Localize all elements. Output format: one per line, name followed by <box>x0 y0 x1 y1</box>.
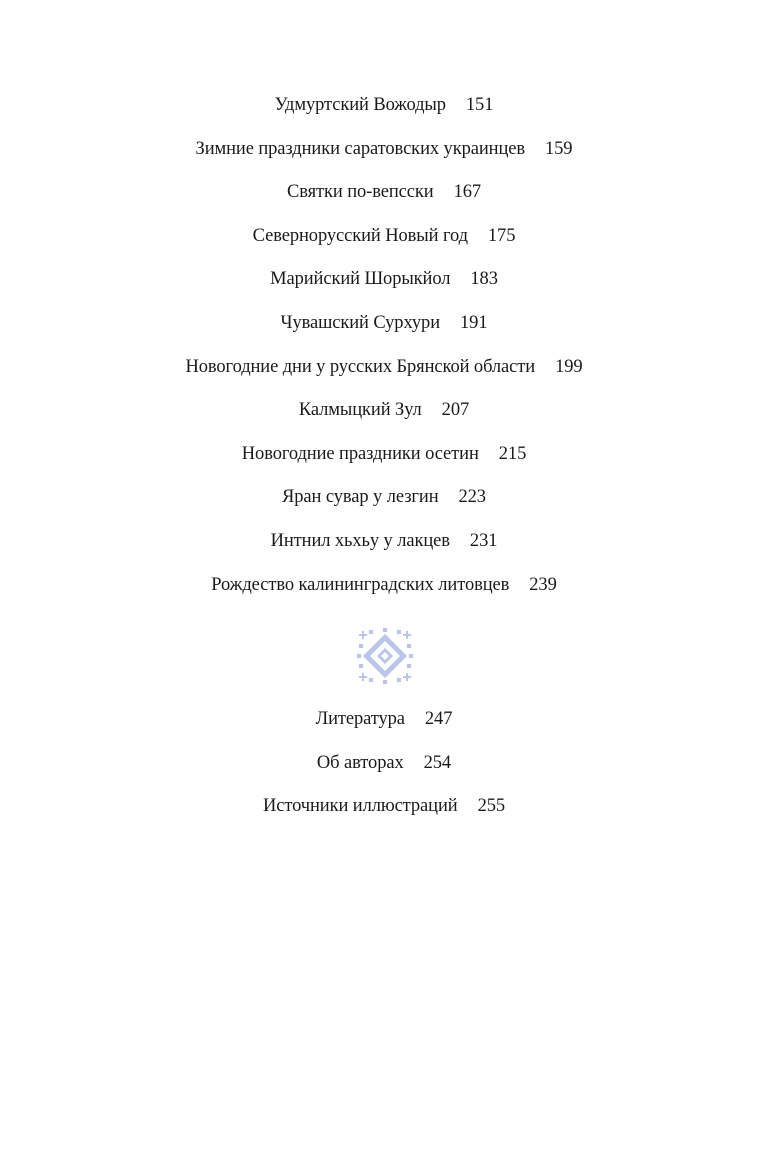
toc-entry-page: 215 <box>498 443 527 464</box>
toc-entry-title: Чувашский Сурхури <box>280 312 441 333</box>
toc-entry-page: 255 <box>477 796 506 817</box>
back-matter-contents <box>0 704 768 835</box>
toc-entry[interactable] <box>0 90 768 134</box>
toc-entry-title: Об авторах <box>316 752 404 773</box>
toc-entry[interactable] <box>0 570 768 614</box>
toc-entry[interactable] <box>0 482 768 526</box>
toc-entry[interactable] <box>0 352 768 396</box>
toc-entry-page: 223 <box>458 487 486 508</box>
toc-entry[interactable] <box>0 439 768 483</box>
toc-entry-title: Интнил хьхьу у лакцев <box>270 530 450 551</box>
toc-entry-title: Рождество калининградских литовцев <box>211 574 510 595</box>
toc-entry-page: 191 <box>460 312 488 333</box>
toc-entry-title: Новогодние праздники осетин <box>241 443 479 464</box>
toc-entry-title: Литература <box>315 709 405 729</box>
toc-entry-page: 199 <box>555 356 583 377</box>
toc-entry-page: 183 <box>470 269 498 290</box>
toc-entry-page: 247 <box>424 709 453 729</box>
toc-entry-page: 175 <box>487 225 516 246</box>
toc-entry[interactable] <box>0 395 768 439</box>
snowflake-ornament-icon <box>357 628 413 684</box>
toc-entry[interactable] <box>0 526 768 570</box>
toc-entry[interactable] <box>0 308 768 352</box>
toc-entry-page: 159 <box>545 138 573 159</box>
toc-entry[interactable] <box>0 704 768 748</box>
toc-entry-page: 239 <box>529 574 557 595</box>
toc-entry[interactable] <box>0 177 768 221</box>
toc-entry-title: Удмуртский Вожодыр <box>274 95 446 115</box>
toc-entry-page: 254 <box>423 752 452 773</box>
toc-entry-page: 151 <box>465 95 494 115</box>
toc-entry-page: 167 <box>453 182 482 203</box>
toc-entry-page: 231 <box>469 530 498 551</box>
toc-entry-page: 207 <box>441 400 470 421</box>
toc-entry[interactable] <box>0 134 768 178</box>
toc-entry-title: Севернорусский Новый год <box>252 225 468 246</box>
toc-entry-title: Новогодние дни у русских Брянской области <box>185 356 536 377</box>
toc-entry-title: Яран сувар у лезгин <box>282 487 439 508</box>
toc-entry[interactable] <box>0 264 768 308</box>
table-of-contents <box>0 90 768 613</box>
toc-entry-title: Марийский Шорыкйол <box>270 269 451 290</box>
toc-entry-title: Святки по-вепсски <box>286 182 434 203</box>
toc-entry-title: Калмыцкий Зул <box>298 400 422 421</box>
toc-entry[interactable] <box>0 748 768 792</box>
toc-entry-title: Зимние праздники саратовских украинцев <box>195 138 525 159</box>
toc-entry[interactable] <box>0 221 768 265</box>
toc-entry-title: Источники иллюстраций <box>262 796 458 817</box>
toc-entry[interactable] <box>0 791 768 835</box>
